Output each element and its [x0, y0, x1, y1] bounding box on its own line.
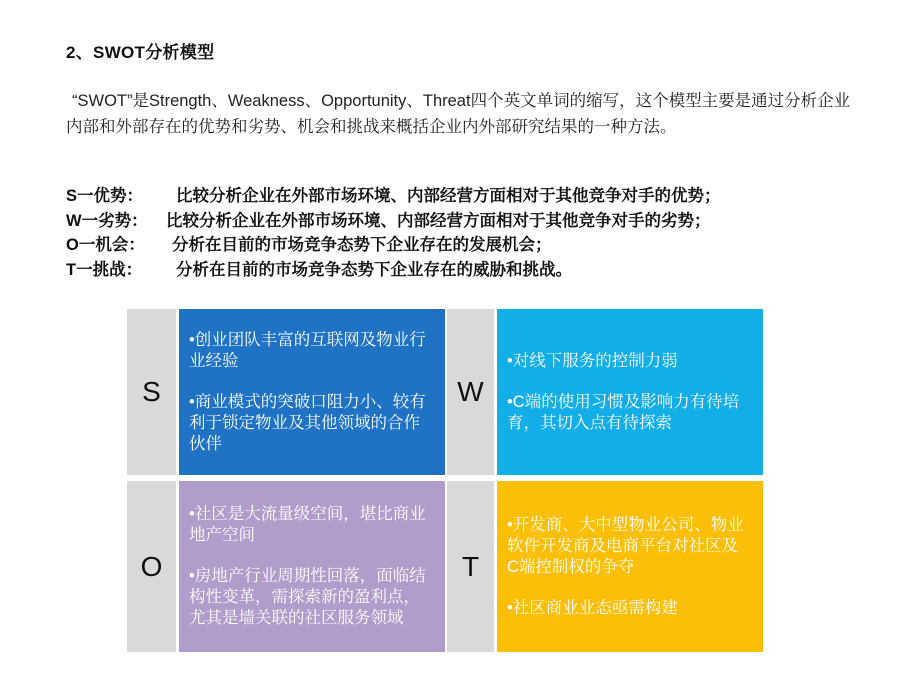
swot-letter-t: T — [447, 481, 494, 652]
definition-weakness — [66, 209, 886, 234]
intro-text: “SWOT”是Strength、Weakness、Opportunity、Threat四个英文单词的缩写，这个模型主要是通过分析企业内部和外部存在的优势和劣势、机会和挑战来概括企业内外部研究结果的一种方法。 — [66, 92, 851, 136]
definition-key: W一劣势： — [66, 211, 148, 230]
swot-letter-w: W — [447, 309, 494, 475]
intro-paragraph — [66, 88, 856, 140]
weakness-item: •对线下服务的控制力弱 — [507, 351, 678, 370]
strength-item: •创业团队丰富的互联网及物业行业经验 — [189, 330, 426, 370]
definition-key: T一挑战： — [66, 260, 143, 279]
definition-key: O一机会： — [66, 236, 145, 254]
definition-text: 分析在目前的市场竞争态势下企业存在的威胁和挑战。 — [176, 260, 572, 279]
definition-text: 比较分析企业在外部市场环境、内部经营方面相对于其他竞争对手的劣势； — [166, 211, 711, 230]
definition-threat — [66, 258, 886, 283]
strength-item: •商业模式的突破口阻力小、较有利于锁定物业及其他领域的合作伙伴 — [189, 392, 426, 453]
opportunity-item: •房地产行业周期性回落，面临结构性变革，需探索新的盈利点，尤其是墙关联的社区服务领域 — [189, 567, 426, 627]
swot-threat-box — [497, 481, 763, 652]
definition-opportunity — [66, 233, 886, 258]
swot-definitions — [66, 184, 886, 282]
swot-letter-s: S — [127, 309, 176, 475]
definition-key: S一优势： — [66, 187, 144, 205]
threat-item: •社区商业业态亟需构建 — [507, 598, 678, 617]
opportunity-item: •社区是大流量级空间，堪比商业地产空间 — [189, 505, 426, 544]
definition-text: 比较分析企业在外部市场环境、内部经营方面相对于其他竞争对手的优势； — [176, 187, 721, 205]
swot-opportunity-box — [179, 481, 445, 652]
swot-weakness-box — [497, 309, 763, 475]
threat-item: •开发商、大中型物业公司、物业软件开发商及电商平台对社区及C端控制权的争夺 — [507, 515, 744, 576]
swot-letter-o: O — [127, 481, 176, 652]
definition-text: 分析在目前的市场竞争态势下企业存在的发展机会； — [172, 236, 552, 254]
weakness-item: •C端的使用习惯及影响力有待培育，其切入点有待探索 — [507, 392, 740, 432]
swot-strength-box — [179, 309, 445, 475]
definition-strength — [66, 184, 886, 209]
section-heading: 2、SWOT分析模型 — [66, 43, 215, 62]
